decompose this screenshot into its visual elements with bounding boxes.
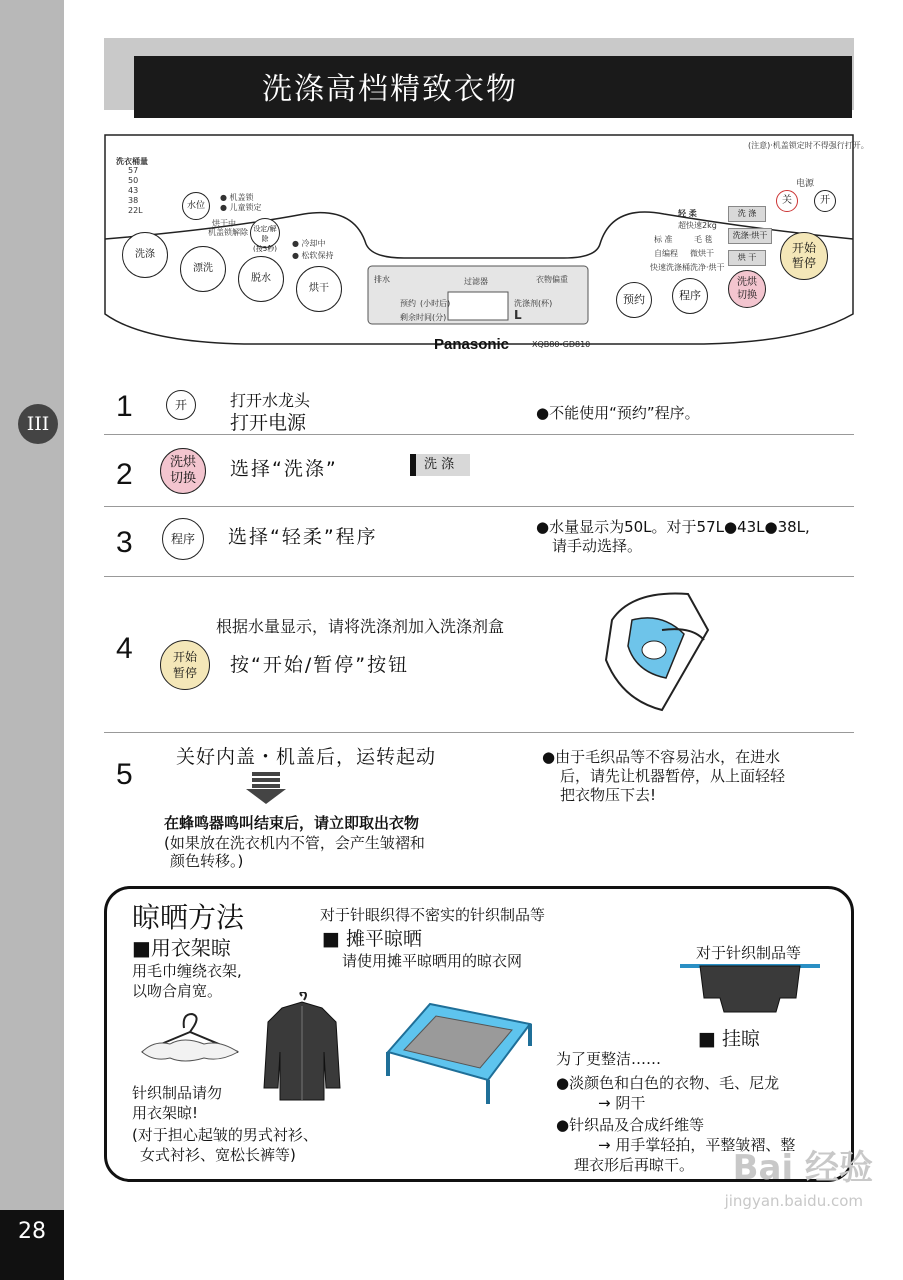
start-pause-line-2: 暂停 <box>791 256 816 270</box>
program-fast-wash: 快速洗涤 <box>650 263 682 272</box>
tips-title: 为了更整洁…… <box>556 1050 662 1068</box>
load-level-38: 38 <box>128 196 139 205</box>
step-5-note-2: 后，请先让机器暂停，从上面轻轻 <box>560 767 786 785</box>
hanger-title: ■用衣架晾 <box>132 936 231 960</box>
step-5-line-1: 关好内盖・机盖后，运转起动 <box>176 746 437 768</box>
step-4-number: 4 <box>116 632 133 665</box>
step-1-line-1: 打开水龙头 <box>230 391 311 410</box>
display-reserve: 预约 <box>400 299 416 308</box>
switch-line-1: 洗烘 <box>737 277 757 288</box>
knit-warning-1: 针织制品请勿 <box>132 1084 223 1102</box>
soft-keep-status: ● 松软保持 <box>292 251 334 260</box>
display-fabric: 衣物偏重 <box>536 275 568 284</box>
step-2-icon-line-1: 洗烘 <box>169 455 196 470</box>
display-drain: 排水 <box>374 275 390 284</box>
child-lock-line-2: (按5秒) <box>253 245 277 253</box>
power-on-button[interactable]: 开 <box>814 190 836 212</box>
spin-dial[interactable]: 脱水 <box>238 256 284 302</box>
step-5-line-3: (如果放在洗衣机内不管，会产生皱褶和 <box>164 834 425 852</box>
step-5-line-4: 颜色转移。) <box>170 852 244 870</box>
program-icon: 程序 <box>162 518 204 560</box>
program-blanket: 毛 毯 <box>694 235 713 244</box>
step-5-line-2: 在蜂鸣器鸣叫结束后，请立即取出衣物 <box>164 814 420 832</box>
mode-wash-dry-indicator: 洗涤·烘干 <box>728 228 772 244</box>
step-4-icon-line-2: 暂停 <box>172 666 197 680</box>
cooling-status: ● 冷却中 <box>292 239 326 248</box>
tip-2: ●针织品及合成纤维等 <box>556 1116 705 1134</box>
display-detergent: 洗涤剂(杯) <box>514 299 553 308</box>
wash-dial[interactable]: 洗涤 <box>122 232 168 278</box>
step-4-line-1: 按“开始/暂停”按钮 <box>230 654 410 676</box>
wash-mode-label: 洗 涤 <box>410 454 470 476</box>
start-pause-line-1: 开始 <box>791 241 816 255</box>
tip-2-result-cont: 理衣形后再晾干。 <box>574 1156 695 1174</box>
step-5-number: 5 <box>116 758 133 791</box>
step-divider-2 <box>104 506 854 507</box>
load-level-57: 57 <box>128 166 139 175</box>
wash-dry-switch-button[interactable] <box>728 270 766 308</box>
detergent-drawer-illustration <box>592 590 712 728</box>
program-custom: 自编程 <box>654 249 678 258</box>
step-1-number: 1 <box>116 390 133 423</box>
step-3-number: 3 <box>116 526 133 559</box>
dry-lock-line-2: 机盖锁解除 <box>208 228 248 237</box>
step-divider-1 <box>104 434 854 435</box>
flat-desc: 请使用摊平晾晒用的晾衣网 <box>342 952 523 970</box>
display-reserve-unit: (小时后) <box>420 299 451 308</box>
switch-line-2: 切换 <box>737 290 757 301</box>
reserve-button[interactable]: 预约 <box>616 282 652 318</box>
baidu-watermark-url: jingyan.baidu.com <box>724 1192 863 1210</box>
step-divider-3 <box>104 576 854 577</box>
rinse-dial[interactable]: 漂洗 <box>180 246 226 292</box>
load-label: 洗衣桶量 <box>116 157 148 166</box>
wash-dry-switch-icon <box>160 448 206 494</box>
lock-line-2: ● 儿童锁定 <box>220 203 262 212</box>
step-2-line-1: 选择“洗涤” <box>230 458 338 480</box>
program-button[interactable]: 程序 <box>672 278 708 314</box>
caution-text: (注意)·机盖锁定时不得强行打开。 <box>748 141 869 150</box>
flat-title: ■ 摊平晾晒 <box>322 928 422 950</box>
step-1-line-2: 打开电源 <box>230 412 307 434</box>
power-off-button[interactable]: 关 <box>776 190 798 212</box>
knit-warning-4: 女式衬衫、宽松长裤等) <box>140 1146 296 1164</box>
down-arrow-icon <box>246 772 286 804</box>
knit-warning-3: (对于担心起皱的男式衬衫、 <box>132 1126 318 1144</box>
lock-line-1: ● 机盖锁 <box>220 193 254 202</box>
step-4-line-0: 根据水量显示，请将洗涤剂加入洗涤剂盒 <box>216 617 505 636</box>
hang-title: ■ 挂晾 <box>698 1028 760 1050</box>
program-quick2kg: 超快速2kg <box>678 221 717 230</box>
brand-logo: Panasonic <box>434 336 510 353</box>
power-label: 电源 <box>796 179 815 189</box>
dry-dial[interactable]: 烘干 <box>296 266 342 312</box>
step-3-note-1: ●水量显示为50L。对于57L●43L●38L, <box>536 518 810 536</box>
child-lock-button[interactable] <box>250 218 280 253</box>
tip-1: ●淡颜色和白色的衣物、毛、尼龙 <box>556 1074 780 1092</box>
flat-intro: 对于针眼织得不密实的针织制品等 <box>320 906 546 924</box>
program-light-dry: 微烘干 <box>690 249 714 258</box>
step-4-icon-line-1: 开始 <box>172 650 197 664</box>
jacket-on-hanger-illustration <box>262 992 342 1102</box>
step-2-number: 2 <box>116 458 133 491</box>
start-pause-button[interactable] <box>780 232 828 280</box>
page-number: 28 <box>0 1210 64 1280</box>
step-2-icon-line-2: 切换 <box>169 471 196 486</box>
drying-title: 晾晒方法 <box>132 901 245 934</box>
load-level-50: 50 <box>128 176 139 185</box>
step-5-note-1: ●由于毛织品等不容易沾水，在进水 <box>542 748 781 766</box>
hang-intro: 对于针织制品等 <box>696 944 802 962</box>
hanger-desc-1: 用毛巾缠绕衣架, <box>132 962 242 980</box>
flat-drying-net-illustration <box>384 996 534 1114</box>
water-level-button[interactable]: 水位 <box>182 192 210 220</box>
model-number: XQB80-GD810 <box>532 340 591 349</box>
step-divider-4 <box>104 732 854 733</box>
hanging-sweater-illustration <box>680 958 820 1018</box>
step-3-note-2: 请手动选择。 <box>552 537 643 555</box>
program-gentle: 轻 柔 <box>678 209 697 218</box>
power-on-icon: 开 <box>166 390 196 420</box>
mode-wash-indicator: 洗 涤 <box>728 206 766 222</box>
hanger-desc-2: 以吻合肩宽。 <box>132 982 223 1000</box>
step-1-note: ●不能使用“预约”程序。 <box>536 404 700 422</box>
display-remaining: 剩余时间(分) <box>400 313 447 322</box>
start-pause-icon <box>160 640 210 690</box>
baidu-watermark: Bai 经验 <box>732 1148 873 1188</box>
side-band <box>0 0 64 1280</box>
load-level-22: 22L <box>128 206 143 215</box>
control-panel <box>104 134 869 353</box>
child-lock-line-1: 设定/解除 <box>253 225 277 243</box>
dry-lock-line-1: 烘干中 <box>212 219 236 228</box>
tip-2-result: → 用手掌轻拍，平整皱褶、整 <box>598 1136 796 1154</box>
mode-dry-indicator: 烘 干 <box>728 250 766 266</box>
towel-hanger-illustration <box>134 1010 244 1070</box>
display-filter: 过滤器 <box>464 277 488 286</box>
load-level-43: 43 <box>128 186 139 195</box>
chapter-badge: III <box>18 404 58 444</box>
program-standard: 标 准 <box>654 235 673 244</box>
program-tub-clean: 桶洗净·烘干 <box>682 263 725 272</box>
step-3-line-1: 选择“轻柔”程序 <box>228 526 378 548</box>
tip-1-result: → 阴干 <box>598 1094 646 1112</box>
knit-warning-2: 用衣架晾! <box>132 1104 199 1122</box>
step-5-note-3: 把衣物压下去! <box>560 786 657 804</box>
page-title: 洗涤高档精致衣物 <box>262 72 518 107</box>
display-level: L <box>514 308 522 322</box>
